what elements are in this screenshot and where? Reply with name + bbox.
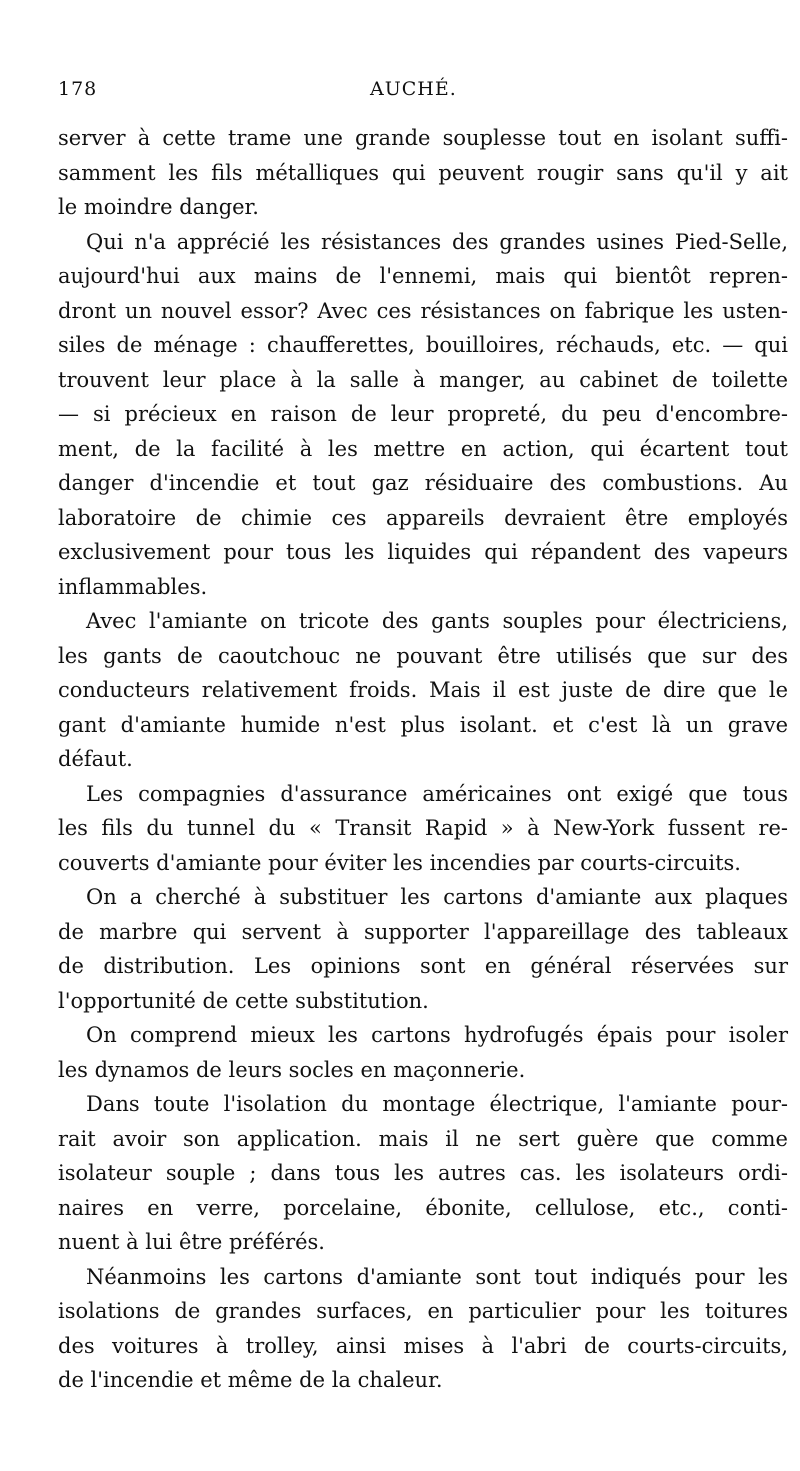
text-line: conducteurs relativement froids. Mais il est juste de dire que le (58, 678, 788, 702)
text-line: siles de ménage : chaufferettes, bouilloires, réchauds, etc. — qui (58, 333, 788, 357)
text-line: Néanmoins les cartons d'amiante sont tout indiqués pour les (86, 1264, 788, 1289)
text-line: le moindre danger. (58, 195, 259, 219)
body-text (58, 121, 788, 1398)
text-line: naires en verre, porcelaine, ébonite, cellulose, etc., conti- (58, 1195, 788, 1220)
text-line: Qui n'a apprécié les résistances des grandes usines Pied-Selle, (86, 229, 788, 254)
text-line: de marbre qui servent à supporter l'appareillage des tableaux (58, 919, 788, 944)
text-line: rait avoir son application. mais il ne sert guère que comme (58, 1126, 788, 1151)
text-line: les fils du tunnel du « Transit Rapid » à New-York fussent re- (58, 816, 788, 840)
running-head (58, 78, 760, 106)
text-line: — si précieux en raison de leur propreté, du peu d'encombre- (58, 402, 788, 426)
text-line: trouvent leur place à la salle à manger, au cabinet de toilette (58, 367, 788, 392)
text-line: couverts d'amiante pour éviter les incendies par courts-circuits. (58, 850, 741, 875)
page-number: 178 (58, 78, 98, 100)
text-line: inflammables. (58, 574, 208, 599)
text-line: les gants de caoutchouc ne pouvant être utilisés que sur des (58, 643, 788, 668)
paragraph (58, 225, 788, 605)
text-line: exclusivement pour tous les liquides qui répandent des vapeurs (58, 540, 788, 564)
paragraph (58, 1087, 788, 1260)
paragraph (58, 1260, 788, 1398)
text-line: des voitures à trolley, ainsi mises à l'abri de courts-circuits, (58, 1333, 788, 1358)
text-line: gant d'amiante humide n'est plus isolant. et c'est là un grave (58, 712, 788, 737)
text-line: de distribution. Les opinions sont en général réservées sur (58, 954, 788, 978)
text-line: les dynamos de leurs socles en maçonnerie. (58, 1057, 526, 1082)
paragraph (58, 121, 788, 225)
text-line: server à cette trame une grande souplesse tout en isolant suffi- (58, 126, 788, 150)
text-line: danger d'incendie et tout gaz résiduaire des combustions. Au (58, 471, 788, 495)
text-line: nuent à lui être préférés. (58, 1230, 325, 1254)
text-line: Avec l'amiante on tricote des gants souples pour électriciens, (86, 609, 788, 633)
text-line: On a cherché à substituer les cartons d'amiante aux plaques (86, 885, 788, 909)
text-line: Les compagnies d'assurance américaines ont exigé que tous (86, 781, 788, 806)
text-line: de l'incendie et même de la chaleur. (58, 1368, 443, 1392)
text-line: isolateur souple ; dans tous les autres cas. les isolateurs ordi- (58, 1161, 788, 1185)
text-line: isolations de grandes surfaces, en particulier pour les toitures (58, 1299, 788, 1323)
text-line: dront un nouvel essor? Avec ces résistances on fabrique les usten- (58, 298, 788, 323)
text-line: aujourd'hui aux mains de l'ennemi, mais qui bientôt repren- (58, 264, 788, 288)
text-line: On comprend mieux les cartons hydrofugés épais pour isoler (86, 1023, 788, 1047)
text-line: ment, de la facilité à les mettre en action, qui écartent tout (58, 436, 788, 461)
running-title: AUCHÉ. (370, 78, 457, 100)
paragraph (58, 1018, 788, 1087)
text-line: défaut. (58, 747, 133, 771)
paragraph (58, 604, 788, 777)
text-line: Dans toute l'isolation du montage électrique, l'amiante pour- (86, 1092, 788, 1116)
text-line: samment les fils métalliques qui peuvent rougir sans qu'il y ait (58, 160, 788, 185)
paragraph (58, 777, 788, 881)
text-line: laboratoire de chimie ces appareils devraient être employés (58, 505, 788, 530)
paragraph (58, 880, 788, 1018)
text-line: l'opportunité de cette substitution. (58, 988, 429, 1013)
